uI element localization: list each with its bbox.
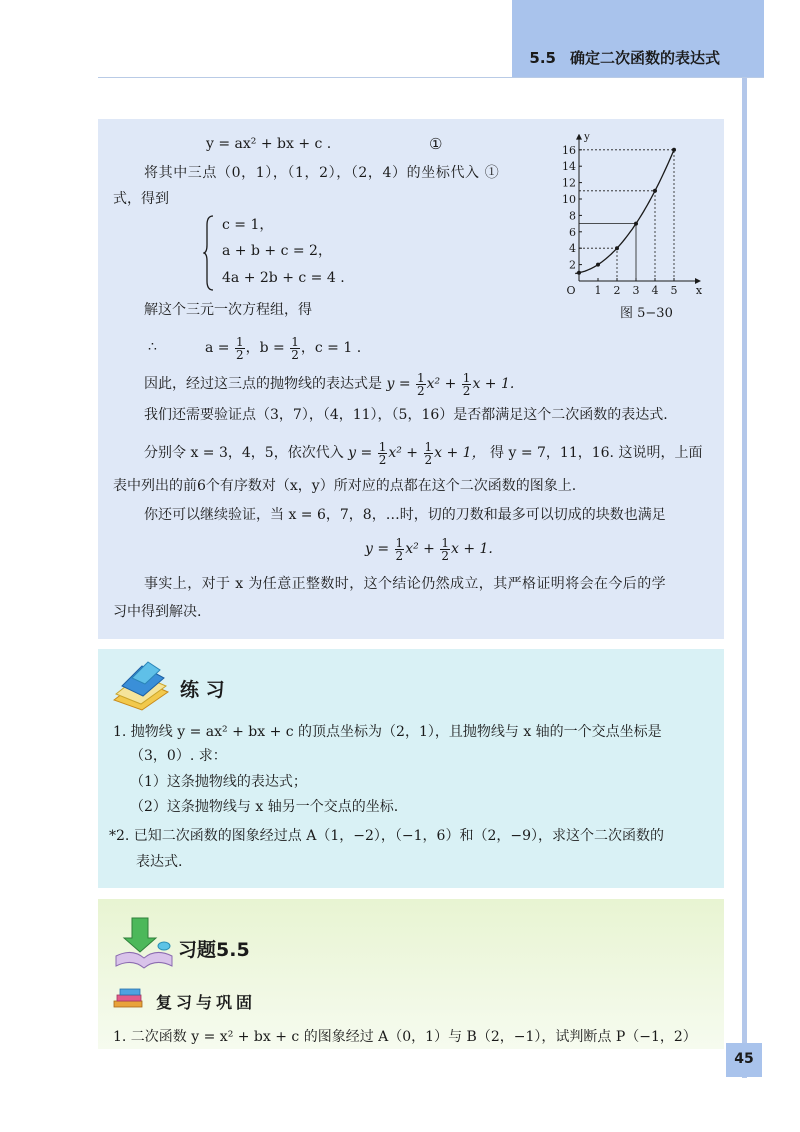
system-equation-1: c = 1， [222,217,274,233]
substitution-line2: 表中列出的前6个有序数对（x，y）所对应的点都在这个二次函数的图象上. [113,478,577,494]
y-tick-label: 8 [569,209,576,223]
solution-line [205,334,361,362]
general-equation: y = ax² + bx + c . [206,136,332,152]
solution-a-label: a = [205,340,230,356]
parabola-curve [575,150,674,274]
fraction-half: $\frac{1}{2}$ [291,334,299,362]
review-subtitle: 复习与巩固 [156,993,257,1012]
y-tick-label: 2 [569,258,576,272]
section-header-text [529,47,720,68]
fact-text-line2: 习中得到解决. [113,604,202,620]
fraction-half: $\frac{1}{2}$ [235,334,244,362]
header-divider [98,77,764,78]
practice-title: 练 习 [180,679,225,701]
data-point [596,263,600,267]
practice-q1-sub1: （1）这条抛物线的表达式； [130,774,307,790]
data-point [615,246,619,250]
y-tick-label: 12 [562,176,576,190]
solution-c-text: ，c = 1 . [300,340,362,356]
y-tick-label: 16 [562,143,576,157]
verify-text: 我们还需要验证点（3，7），（4，11），（5，16）是否都满足这个二次函数的表达式. [144,407,668,423]
x-tick-label: 4 [651,284,659,297]
review-books-icon [112,988,146,1010]
substitution-line: 分别令 x = 3，4，5，依次代入 y = $\frac{1}{2}$ x² + $\frac{1}{2}$ x + 1， 得 y = 7，11，16. 这说明，上面 [144,439,703,467]
fraction-half: $\frac{1}{2}$ [417,370,425,398]
equation-marker: ① [429,135,443,153]
exercise-book-icon [110,912,176,972]
practice-q2-line1: *2. 已知二次函数的图象经过点 A（1，−2），（−1，6）和（2，−9），求这个二次函数的 [109,828,665,844]
x-tick-label: 2 [613,284,621,297]
conclusion-prefix: 因此，经过这三点的抛物线的表达式是 [144,376,382,392]
exercise-q1: 1. 二次函数 y = x² + bx + c 的图象经过 A（0，1）与 B（2，−1），试判断点 P（−1，2） [113,1029,697,1045]
fraction-half: $\frac{1}{2}$ [462,370,471,398]
solution-b-label: ，b = [245,340,285,356]
continue-text: 你还可以继续验证，当 x = 6，7，8，…时，切的刀数和最多可以切成的块数也满足 [144,507,666,523]
data-point [577,271,581,275]
practice-q1-sub2: （2）这条抛物线与 x 轴另一个交点的坐标. [130,799,399,815]
practice-books-icon [110,660,172,712]
conclusion-line: 因此，经过这三点的抛物线的表达式是 y = $\frac{1}{2}$ x² + $\frac{1}{2}$ x + 1. [144,370,515,398]
x-tick-label: 3 [632,284,640,297]
section-header [512,0,764,78]
substitution-suffix: 得 y = 7，11，16. 这说明，上面 [490,445,703,461]
equation-system-brace [203,215,215,291]
page-side-bar [742,78,747,1078]
section-number: 5.5 [529,49,556,67]
system-equation-2: a + b + c = 2， [222,243,332,259]
data-point [634,222,638,226]
y-axis-arrow [576,134,582,140]
fact-text-line1: 事实上，对于 x 为任意正整数时，这个结论仍然成立，其严格证明将会在今后的学 [144,576,666,592]
y-tick-label: 4 [569,242,576,256]
practice-q2-line2: 表达式. [136,854,183,870]
y-axis-label: y [583,134,591,143]
center-formula: y = $\frac{1}{2}$ x² + $\frac{1}{2}$ x + 1. [365,535,493,563]
data-point [653,189,657,193]
substitute-text-line2: 式，得到 [113,191,169,207]
x-axis-label: x [695,284,703,297]
fraction-half: $\frac{1}{2}$ [378,439,387,467]
page-number-box [726,1043,762,1077]
practice-q1-line1: 1. 抛物线 y = ax² + bx + c 的顶点坐标为（2，1），且抛物线与 x 轴的一个交点坐标是 [113,724,662,740]
fraction-half: $\frac{1}{2}$ [424,439,433,467]
x-tick-label: 1 [594,284,602,297]
practice-q1-line2: （3，0）. 求： [130,748,227,764]
x-tick-label: 5 [670,284,678,297]
section-title: 确定二次函数的表达式 [569,49,720,67]
y-tick-label: 6 [569,225,576,239]
data-point [672,148,676,152]
y-tick-label: 10 [562,193,576,206]
origin-label: O [566,284,576,297]
exercise-title: 习题5.5 [178,939,250,961]
solve-text: 解这个三元一次方程组，得 [144,302,312,318]
figure-caption: 图 5−30 [620,306,673,321]
page-number: 45 [734,1051,754,1067]
substitution-prefix: 分别令 x = 3，4，5，依次代入 [144,445,344,461]
substitute-text-line1: 将其中三点（0，1），（1，2），（2，4）的坐标代入 ① [144,165,500,181]
fraction-half: $\frac{1}{2}$ [395,535,404,563]
y-tick-label: 14 [562,160,576,174]
parabola-chart [557,134,722,304]
fraction-half: $\frac{1}{2}$ [441,535,449,563]
therefore-symbol: ∴ [148,339,157,355]
system-equation-3: 4a + 2b + c = 4 . [222,270,345,286]
